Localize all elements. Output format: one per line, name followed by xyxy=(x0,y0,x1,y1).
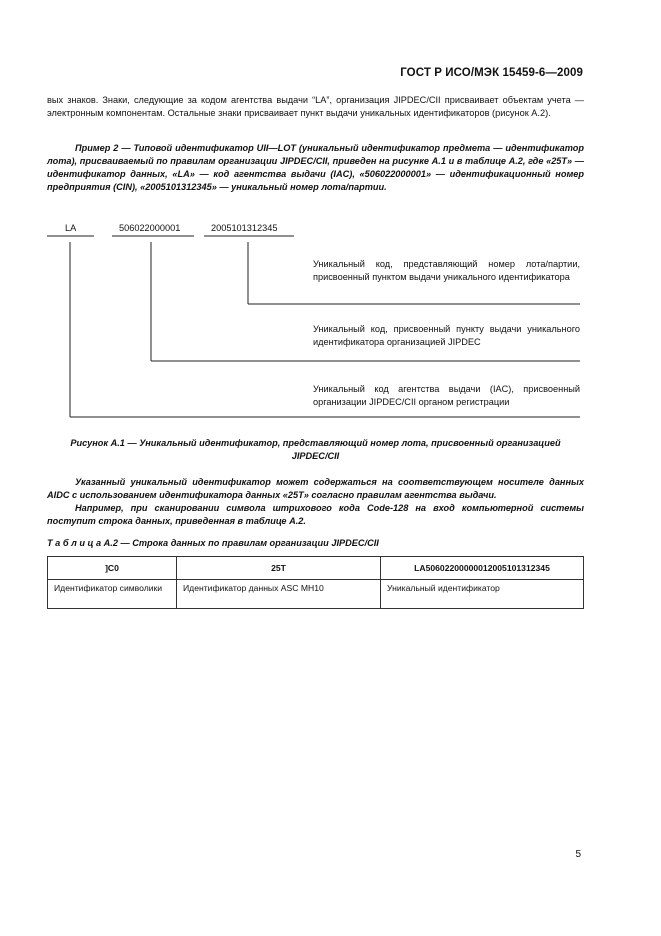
paragraph-aidc: Указанный уникальный идентификатор может содержаться на соответствующем носителе данных AIDC с использованием идентификатора данных «25Т» согласно правилам агентства выдачи. xyxy=(47,477,584,500)
segment-cin: 506022000001 xyxy=(119,223,181,233)
table-cell: Уникальный идентификатор xyxy=(381,580,584,609)
table-header-cell: LA5060220000001200510131234​5 xyxy=(381,557,584,580)
description-cin: Уникальный код, присвоенный пункту выдачи уникального идентификатора организацией JIPDEC xyxy=(313,324,580,347)
page-number: 5 xyxy=(575,849,581,860)
table-cell: Идентификатор символики xyxy=(48,580,177,609)
table-header-cell: ]C0 xyxy=(48,557,177,580)
example-2: Пример 2 — Типовой идентификатор UII—LOT (уникальный идентификатор предмета — идентификатор лота), присваиваемый по правилам организации JIPDEC/CII, приведен на рисунке А.1 и в таблице А.2, где «25Т» — идентификатор данных, «LA» — код агентства выдачи (IAC), «506022000001» — идентификационный номер предприятия (CIN), «2005101312345» — уникальный номер лота/партии. xyxy=(47,143,584,192)
segment-la: LA xyxy=(65,223,77,233)
description-lot: Уникальный код, представляющий номер лота/партии, присвоенный пунктом выдачи уникального идентификатора xyxy=(313,259,580,282)
figure-a1 xyxy=(0,218,661,428)
table-header-cell: 25T xyxy=(177,557,381,580)
table-title: Т а б л и ц а А.2 — Строка данных по правилам организации JIPDEC/CII xyxy=(47,538,379,548)
table-header-row xyxy=(48,557,584,580)
paragraph-code128: Например, при сканировании символа штрихового кода Code-128 на вход компьютерной системы поступит строка данных, приведенная в таблице А.2. xyxy=(47,503,584,526)
table-cell: Идентификатор данных ASC MH10 xyxy=(177,580,381,609)
document-header: ГОСТ Р ИСО/МЭК 15459-6—2009 xyxy=(400,67,583,79)
figure-caption: Рисунок А.1 — Уникальный идентификатор, представляющий номер лота, присвоенный организацией JIPDEC/CII xyxy=(70,438,561,461)
data-string-table xyxy=(47,556,584,609)
paragraph-intro: вых знаков. Знаки, следующие за кодом агентства выдачи “LA”, организация JIPDEC/CII присваивает объектам учета — электронным компонентам. Остальные знаки присваивает пункт выдачи уникальных идентификаторов (рисунок А.2). xyxy=(47,95,584,118)
table-row xyxy=(48,580,584,609)
segment-lot: 2005101312345 xyxy=(211,223,278,233)
description-iac: Уникальный код агентства выдачи (IAC), присвоенный организации JIPDEC/CII органом регистрации xyxy=(313,384,580,407)
